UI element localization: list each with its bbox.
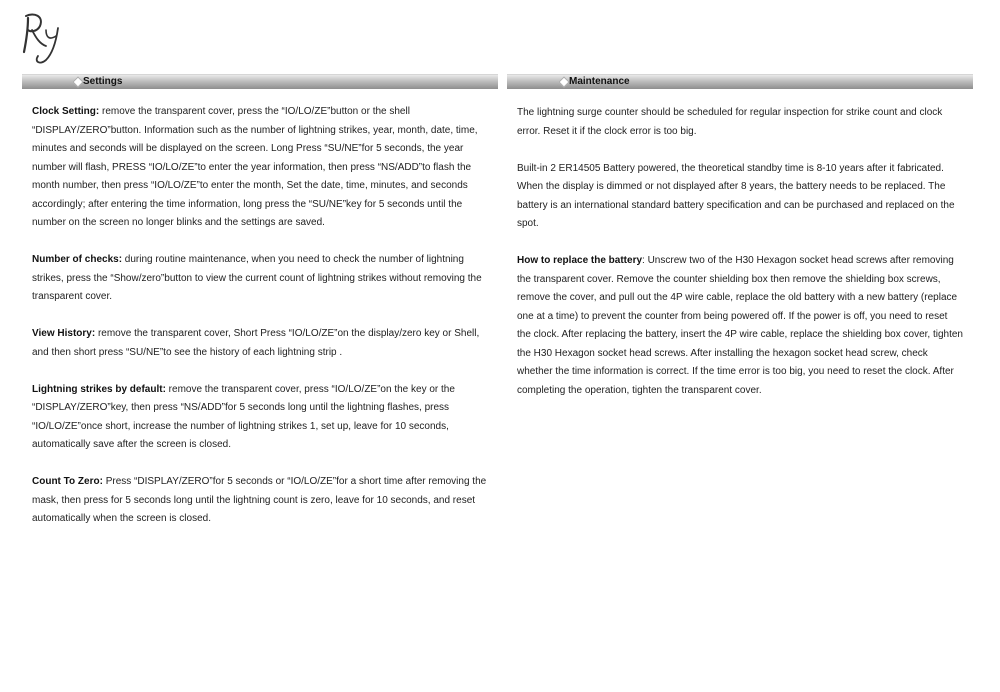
section-header-maintenance (507, 74, 973, 89)
paragraph-lightning-default: Lightning strikes by default: remove the transparent cover, press “IO/LO/ZE”on the key or the “DISPLAY/ZERO”key, then press “NS/ADD”for 5 seconds long until the lightning flashes, press “IO/LO/ZE”once short, increase the number of lightning strikes 1, set up, leave for 10 seconds, automatically save after the screen is closed. (32, 383, 455, 450)
paragraph-number-of-checks: Number of checks: during routine maintenance, when you need to check the number of lightning strikes, press the “Show/zero”button to view the current count of lightning strikes without removing the transparent cover. (32, 254, 482, 302)
settings-section (22, 74, 498, 547)
paragraph-clock-setting: Clock Setting: remove the transparent cover, press the “IO/LO/ZE”button or the shell “DISPLAY/ZERO”button. Information such as the number of lightning strikes, year, month, date, time, minutes and seconds will be displayed on the screen. Long Press “SU/NE”for 5 seconds, the year number will flash, PRESS “IO/LO/ZE”to enter the year information, then press “NS/ADD”to flash the month number, then press “IO/LO/ZE”to enter the month, Set the date, time, minutes, and seconds accordingly; after entering the time information, long press the “SU/NE”key for 5 seconds until the number on the screen no longer blinks and the settings are saved. (32, 106, 478, 228)
maintenance-section (507, 74, 973, 419)
section-title: Maintenance (569, 76, 630, 87)
diamond-bullet-icon (558, 76, 569, 87)
paragraph-view-history: View History: remove the transparent cover, Short Press “IO/LO/ZE”on the display/zero key or Shell, and then short press “SU/NE”to see the history of each lightning strip . (32, 328, 480, 358)
section-title: Settings (83, 76, 123, 87)
diamond-bullet-icon (72, 76, 83, 87)
paragraph-count-to-zero: Count To Zero: Press “DISPLAY/ZERO”for 5 seconds or “IO/LO/ZE”for a short time after removing the mask, then press for 5 seconds long until the lightning count is zero, leave for 10 seconds, and reset automatically when the screen is closed. (32, 476, 487, 524)
paragraph-inspection: The lightning surge counter should be scheduled for regular inspection for strike count and clock error. Reset it if the clock error is too big. (517, 107, 943, 137)
brand-logo-icon (20, 8, 64, 68)
section-header-settings (22, 74, 498, 89)
paragraph-replace-battery: How to replace the battery: Unscrew two of the H30 Hexagon socket head screws after removing the transparent cover. Remove the counter shielding box then remove the shielding box screws, remove the cover, and pull out the 4P wire cable, replace the old battery with a new battery (replace one at a time) to prevent the counter from being powered off. If the power is off, you need to reset the clock. After replacing the battery, insert the 4P wire cable, replace the shielding box cover, tighten the H30 Hexagon socket head screws. After installing the hexagon socket head screw, check whether the time information is correct. If the time error is too big, you need to reset the clock. After completing the operation, tighten the transparent cover. (517, 255, 963, 396)
paragraph-battery: Built-in 2 ER14505 Battery powered, the theoretical standby time is 8-10 years after it fabricated. When the display is dimmed or not displayed after 8 years, the battery needs to be replaced. The battery is an international standard battery specification and can be purchased and replaced on the spot. (517, 162, 955, 229)
